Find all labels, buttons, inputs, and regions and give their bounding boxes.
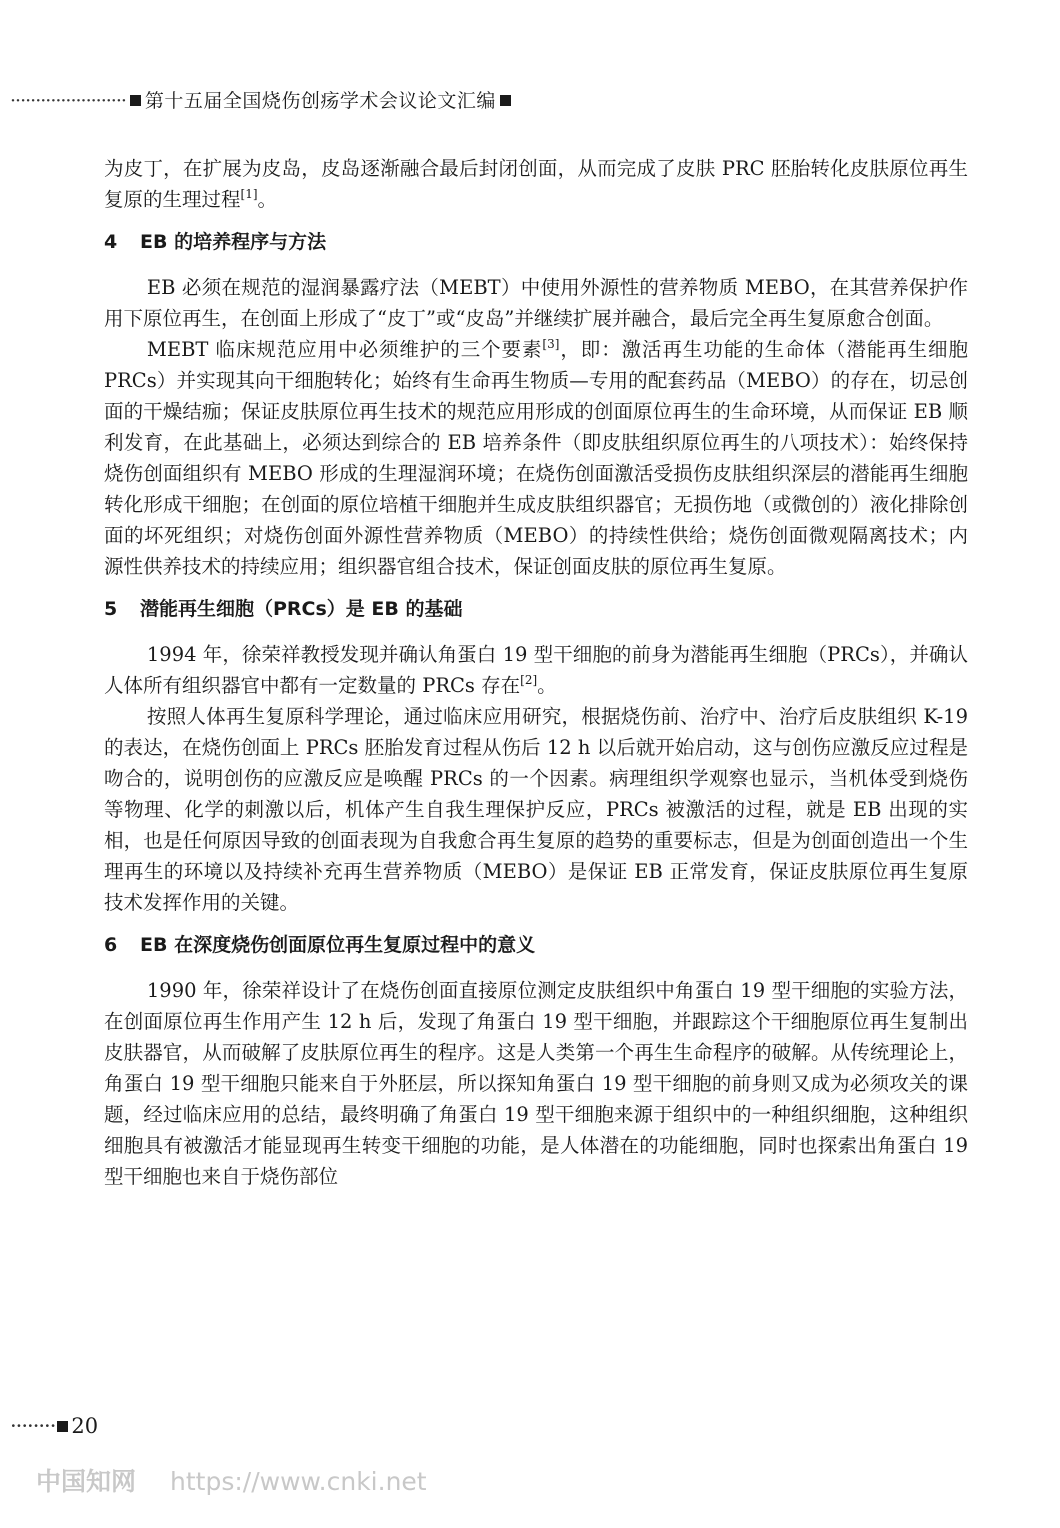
section4-paragraph-2 xyxy=(104,334,968,582)
section-number: 6 xyxy=(104,934,118,956)
square-bullet-icon xyxy=(57,1421,68,1432)
section-title: 潜能再生细胞（PRCs）是 EB 的基础 xyxy=(140,598,463,620)
paragraph-tail: 。 xyxy=(257,188,278,211)
section-heading-5 xyxy=(104,594,968,625)
paragraph-text: 为皮丁，在扩展为皮岛，皮岛逐渐融合最后封闭创面，从而完成了皮肤 PRC 胚胎转化皮肤原位再生复原的生理过程 xyxy=(104,157,968,211)
paragraph-text: MEBT 临床规范应用中必须维护的三个要素 xyxy=(146,338,543,361)
page-number: 20 xyxy=(71,1414,99,1438)
watermark-url: https://www.cnki.net xyxy=(170,1467,427,1496)
section5-paragraph-2: 按照人体再生复原科学理论，通过临床应用研究，根据烧伤前、治疗中、治疗后皮肤组织 K-19 的表达，在烧伤创面上 PRCs 胚胎发育过程从伤后 12 h 以后就开始启动，这与创伤应激反应过程是吻合的，说明创伤的应激反应是唤醒 PRCs 的一个因素。病理组织学观察也显示，当机体受到烧伤等物理、化学的刺激以后，机体产生自我生理保护反应，PRCs 被激活的过程，就是 EB 出现的实相，也是任何原因导致的创面表现为自我愈合再生复原的趋势的重要标志，但是为创面创造出一个生理再生的环境以及持续补充再生营养物质（MEBO）是保证 EB 正常发育，保证皮肤原位再生复原技术发挥作用的关键。 xyxy=(104,705,968,914)
intro-paragraph xyxy=(104,153,968,215)
page-footer xyxy=(10,1414,98,1438)
article-body xyxy=(104,153,968,1192)
square-bullet-icon xyxy=(130,95,141,106)
paragraph-tail: 。 xyxy=(537,674,557,697)
section5-paragraph-1 xyxy=(104,639,968,701)
citation-ref: [1] xyxy=(240,187,258,201)
running-header xyxy=(10,86,515,113)
citation-ref: [3] xyxy=(542,337,560,351)
section-title: EB 在深度烧伤创面原位再生复原过程中的意义 xyxy=(140,934,536,956)
header-leader-dots: ······················· xyxy=(10,90,126,112)
square-bullet-icon xyxy=(500,95,511,106)
paragraph-text: 1994 年，徐荣祥教授发现并确认角蛋白 19 型干细胞的前身为潜能再生细胞（PRCs），并确认人体所有组织器官中都有一定数量的 PRCs 存在 xyxy=(104,643,968,697)
section-number: 4 xyxy=(104,231,118,253)
section-heading-6 xyxy=(104,930,968,961)
section4-paragraph-1: EB 必须在规范的湿润暴露疗法（MEBT）中使用外源性的营养物质 MEBO，在其营养保护作用下原位再生，在创面上形成了“皮丁”或“皮岛”并继续扩展并融合，最后完全再生复原愈合创面。 xyxy=(104,276,968,330)
section-number: 5 xyxy=(104,598,118,620)
watermark-brand: 中国知网 xyxy=(36,1467,137,1496)
cnki-watermark xyxy=(36,1462,427,1498)
footer-leader-dots: ········ xyxy=(10,1414,56,1438)
section-title: EB 的培养程序与方法 xyxy=(140,231,327,253)
section-heading-4 xyxy=(104,227,968,258)
citation-ref: [2] xyxy=(520,673,538,687)
section6-paragraph-1: 1990 年，徐荣祥设计了在烧伤创面直接原位测定皮肤组织中角蛋白 19 型干细胞的实验方法，在创面原位再生作用产生 12 h 后，发现了角蛋白 19 型干细胞，并跟踪这个干细胞原位再生复制出皮肤器官，从而破解了皮肤原位再生的程序。这是人类第一个再生生命程序的破解。从传统理论上，角蛋白 19 型干细胞只能来自于外胚层，所以探知角蛋白 19 型干细胞的前身则又成为必须攻关的课题，经过临床应用的总结，最终明确了角蛋白 19 型干细胞来源于组织中的一种组织细胞，这种组织细胞具有被激活才能显现再生转变干细胞的功能，是人体潜在的功能细胞，同时也探索出角蛋白 19 型干细胞也来自于烧伤部位 xyxy=(104,979,968,1188)
paragraph-text: ，即：激活再生功能的生命体（潜能再生细胞 PRCs）并实现其向干细胞转化；始终有生命再生物质—专用的配套药品（MEBO）的存在，切忌创面的干燥结痂；保证皮肤原位再生技术的规范应用形成的创面原位再生的生命环境，从而保证 EB 顺利发育，在此基础上，必须达到综合的 EB 培养条件（即皮肤组织原位再生的八项技术）：始终保持烧伤创面组织有 MEBO 形成的生理湿润环境；在烧伤创面激活受损伤皮肤组织深层的潜能再生细胞转化形成干细胞；在创面的原位培植干细胞并生成皮肤组织器官；无损伤地（或微创的）液化排除创面的坏死组织；对烧伤创面外源性营养物质（MEBO）的持续性供给；烧伤创面微观隔离技术；内源性供养技术的持续应用；组织器官组合技术，保证创面皮肤的原位再生复原。 xyxy=(104,338,968,578)
journal-title: 第十五届全国烧伤创疡学术会议论文汇编 xyxy=(144,90,496,112)
